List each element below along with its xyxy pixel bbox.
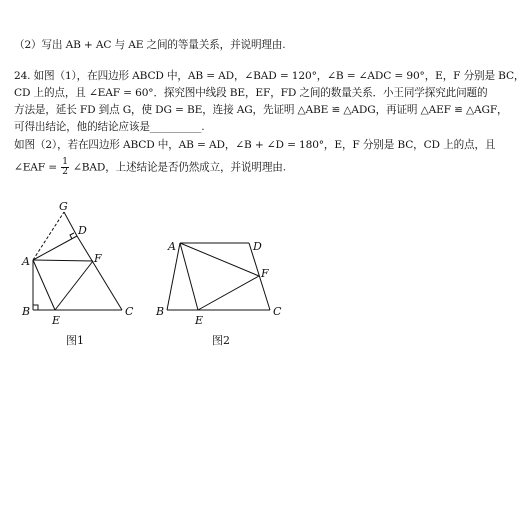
figure-1-caption: 图1	[66, 334, 84, 347]
label-f: F	[94, 252, 102, 265]
label-c: C	[125, 305, 134, 318]
label-a: A	[168, 240, 176, 253]
label-g: G	[59, 200, 68, 213]
label-c: C	[273, 305, 282, 318]
label-b: B	[22, 305, 31, 318]
fraction-denominator: 2	[62, 167, 68, 177]
problem24-line5: 如图（2），若在四边形 ABCD 中，AB = AD，∠B + ∠D = 180°，E，F 分别是 BC，CD 上的点，且	[14, 139, 496, 151]
label-b: B	[156, 305, 165, 318]
label-d: D	[78, 224, 87, 237]
label-f: F	[261, 267, 269, 280]
label-e: E	[195, 314, 204, 327]
figure-2-caption: 图2	[212, 334, 230, 347]
problem24-line1: 24. 如图（1），在四边形 ABCD 中，AB = AD，∠BAD = 120°，∠B = ∠ADC = 90°，E，F 分别是 BC，	[14, 70, 525, 82]
problem24-line3: 方法是，延长 FD 到点 G，使 DG = BE，连接 AG，先证明 △ABE ≌ △ADG，再证明 △AEF ≌ △AGF，	[14, 104, 508, 116]
q2-line: （2）写出 AB + AC 与 AE 之间的等量关系，并说明理由.	[14, 39, 286, 51]
problem24-line2: CD 上的点，且 ∠EAF = 60°．探究图中线段 BE，EF，FD 之间的数量关系．小王同学探究此问题的	[14, 87, 488, 99]
problem24-line4: 可得出结论，他的结论应该是__________.	[14, 121, 205, 133]
fraction-numerator: 1	[62, 157, 68, 167]
label-d: D	[253, 240, 262, 253]
label-e: E	[52, 314, 61, 327]
angle-eaf-text: ∠EAF =	[14, 161, 57, 174]
label-a: A	[22, 255, 30, 268]
line6-rest: ∠BAD，上述结论是否仍然成立，并说明理由.	[72, 161, 286, 174]
